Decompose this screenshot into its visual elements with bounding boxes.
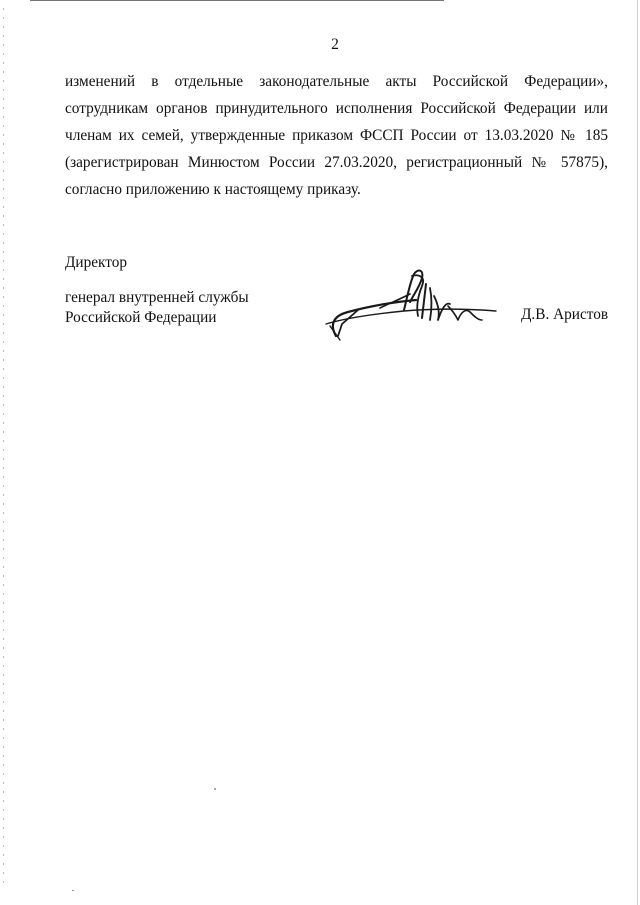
body-line: (зарегистрирован Минюстом России 27.03.2020, регистрационный № 57875),	[65, 154, 608, 171]
signatory-rank-line: генерал внутренней службы	[65, 289, 249, 306]
page-top-border	[30, 0, 444, 1]
body-line: членам их семей, утвержденные приказом ФССП России от 13.03.2020 № 185	[65, 127, 608, 144]
body-line: сотрудникам органов принудительного исполнения Российской Федерации или	[65, 100, 608, 117]
body-paragraph	[65, 68, 608, 203]
body-line: согласно приложению к настоящему приказу.	[65, 181, 361, 198]
signatory-rank-line: Российской Федерации	[65, 309, 217, 326]
body-line: изменений в отдельные законодательные акты Российской Федерации»,	[65, 73, 608, 90]
scan-speck	[214, 788, 216, 790]
signatory-position: Директор	[65, 254, 128, 271]
signatory-rank	[65, 288, 249, 328]
handwritten-signature	[318, 264, 508, 346]
scan-speck	[72, 890, 74, 891]
scan-left-edge	[3, 8, 4, 888]
scan-right-edge	[637, 0, 638, 905]
signatory-name: Д.В. Аристов	[521, 306, 609, 323]
page-number: 2	[331, 36, 339, 53]
